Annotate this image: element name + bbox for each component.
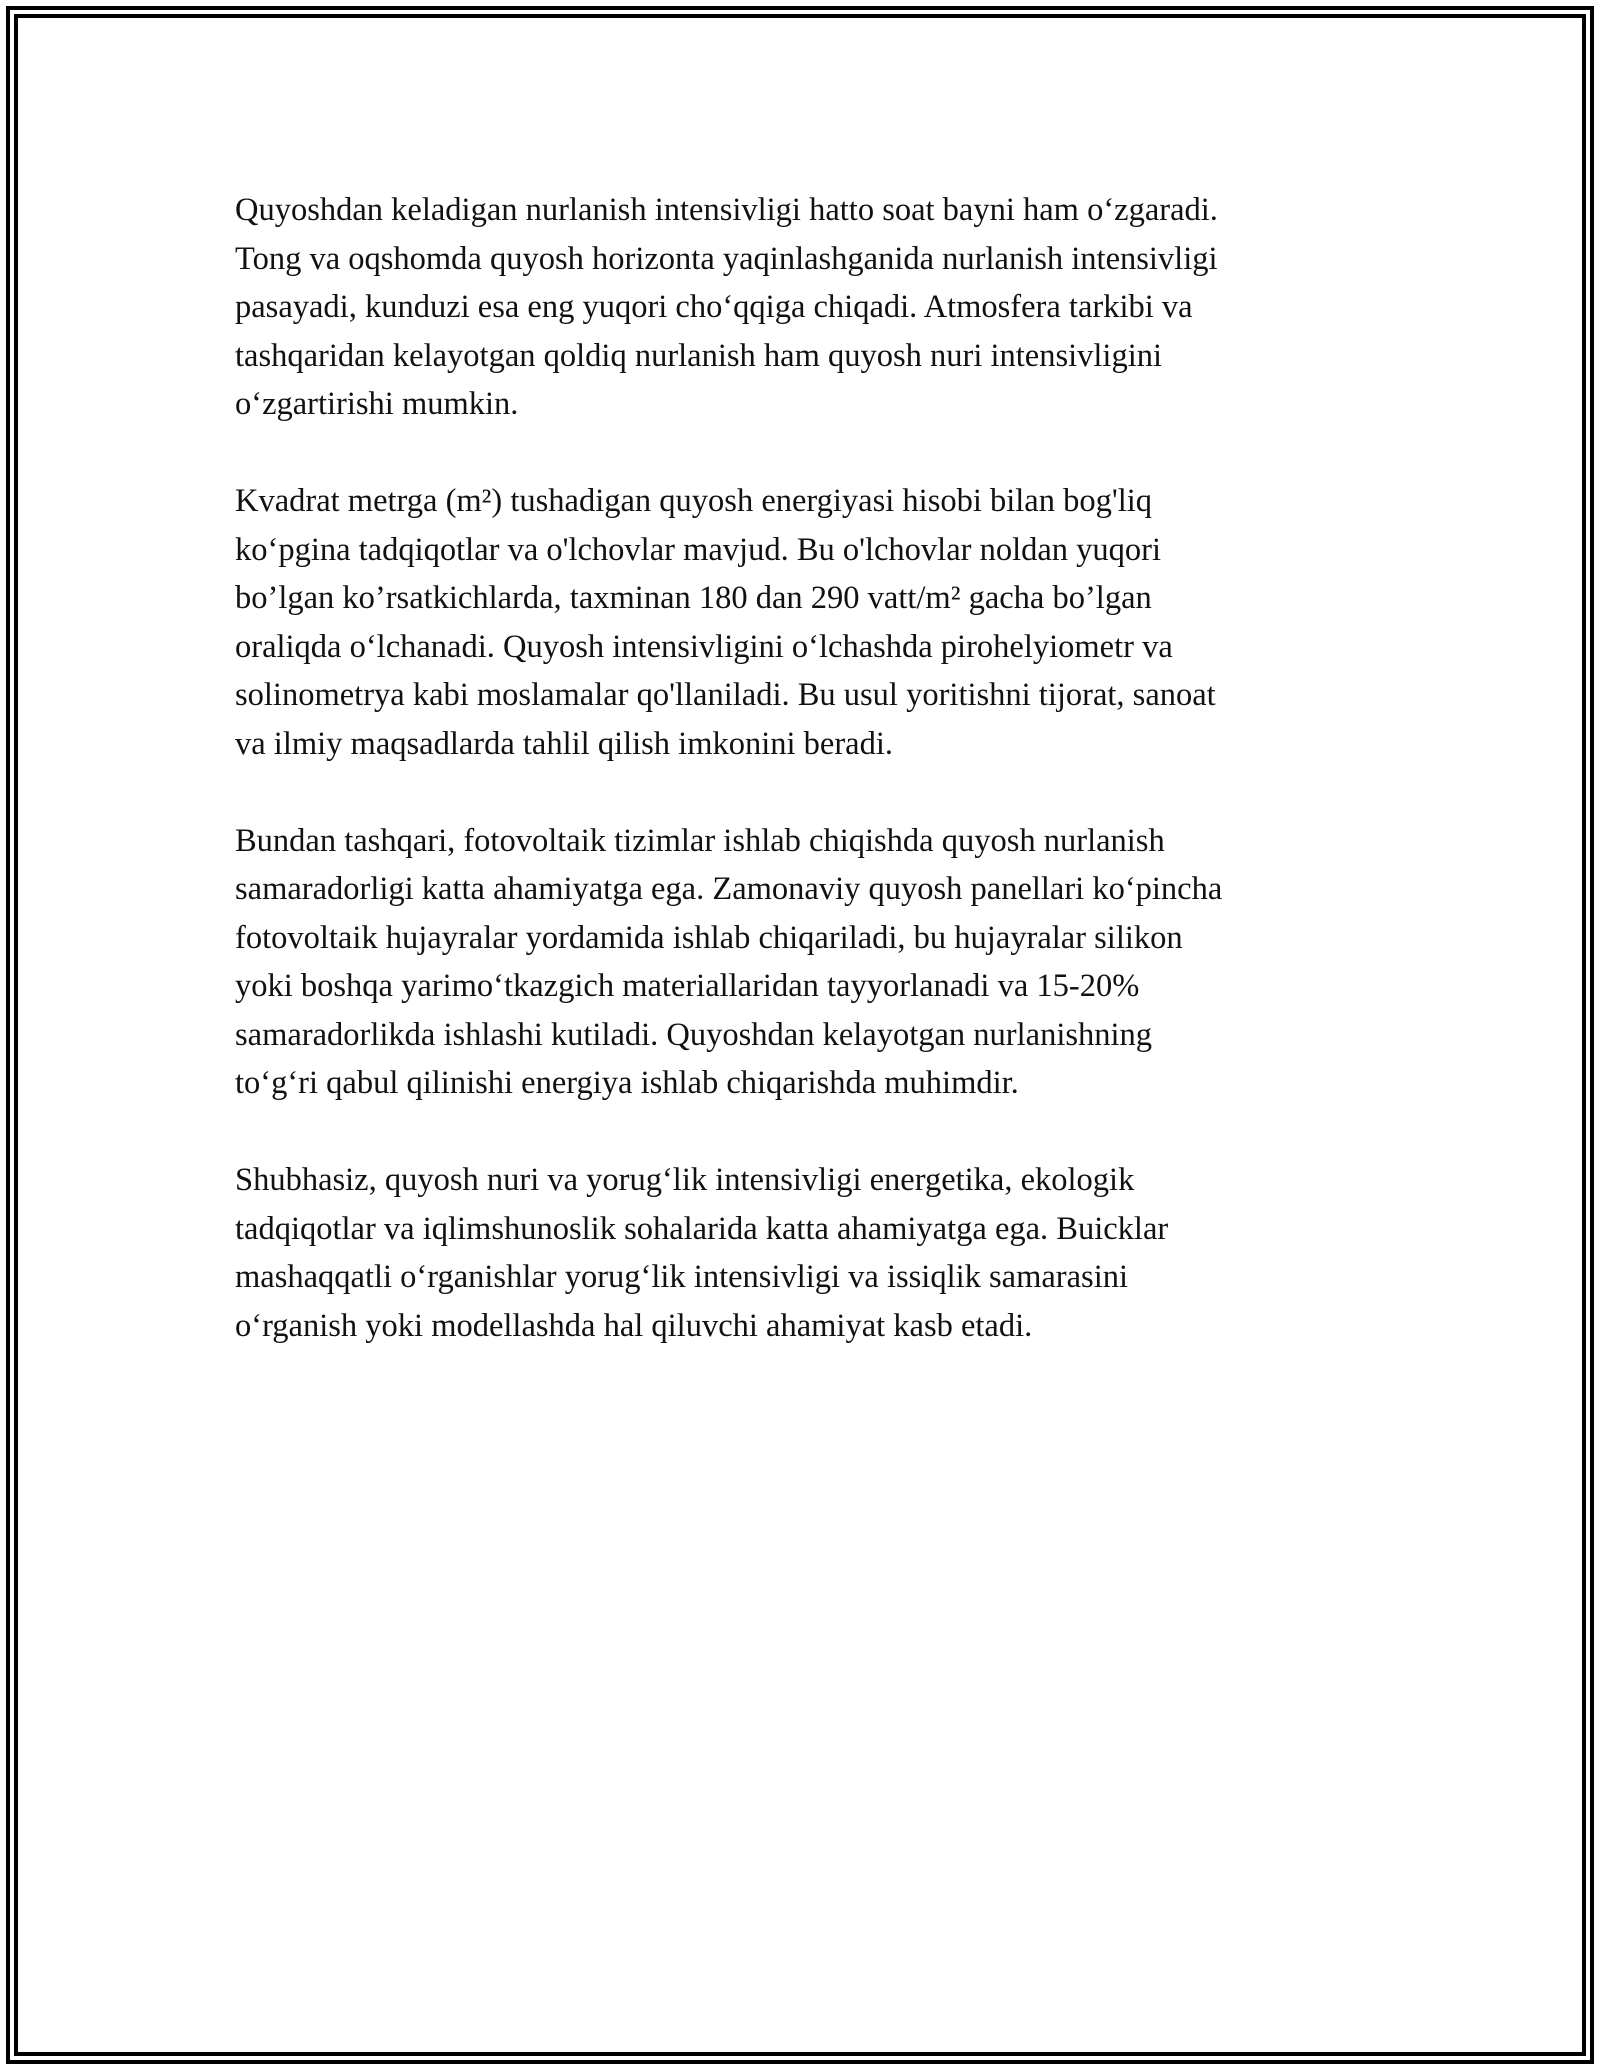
text-line: samaradorlikda ishlashi kutiladi. Quyoshdan kelayotgan nurlanishning: [235, 1016, 1153, 1053]
text-line: va ilmiy maqsadlarda tahlil qilish imkonini beradi.: [235, 725, 893, 762]
text-line: tashqaridan kelayotgan qoldiq nurlanish ham quyosh nuri intensivligini: [235, 337, 1163, 374]
text-line: o‘rganish yoki modellashda hal qiluvchi ahamiyat kasb etadi.: [235, 1307, 1033, 1344]
text-line: to‘g‘ri qabul qilinishi energiya ishlab chiqarishda muhimdir.: [235, 1065, 1019, 1101]
paragraph-4: [235, 1156, 1365, 1350]
text-line: mashaqqatli o‘rganishlar yorug‘lik intensivligi va issiqlik samarasini: [235, 1259, 1129, 1295]
text-line: Tong va oqshomda quyosh horizonta yaqinlashganida nurlanish intensivligi: [235, 240, 1218, 277]
paragraph-3: [235, 817, 1365, 1108]
text-line: pasayadi, kunduzi esa eng yuqori cho‘qqiga chiqadi. Atmosfera tarkibi va: [235, 289, 1193, 325]
document-body: [235, 186, 1365, 1399]
text-line: Kvadrat metrga (m²) tushadigan quyosh energiyasi hisobi bilan bog'liq: [235, 483, 1153, 519]
text-line: samaradorligi katta ahamiyatga ega. Zamonaviy quyosh panellari ko‘pincha: [235, 871, 1223, 907]
text-line: solinometrya kabi moslamalar qo'llaniladi. Bu usul yoritishni tijorat, sanoat: [235, 677, 1216, 713]
text-line: fotovoltaik hujayralar yordamida ishlab chiqariladi, bu hujayralar silikon: [235, 919, 1183, 956]
paragraph-2: [235, 477, 1365, 768]
text-line: Bundan tashqari, fotovoltaik tizimlar ishlab chiqishda quyosh nurlanish: [235, 822, 1165, 859]
text-line: Shubhasiz, quyosh nuri va yorug‘lik intensivligi energetika, ekologik: [235, 1162, 1135, 1198]
text-line: Quyoshdan keladigan nurlanish intensivligi hatto soat bayni ham o‘zgaradi.: [235, 192, 1218, 228]
paragraph-1: [235, 186, 1365, 429]
text-line: oraliqda o‘lchanadi. Quyosh intensivligini o‘lchashda pirohelyiometr va: [235, 628, 1173, 665]
text-line: ko‘pgina tadqiqotlar va o'lchovlar mavjud. Bu o'lchovlar noldan yuqori: [235, 531, 1162, 568]
text-line: tadqiqotlar va iqlimshunoslik sohalarida katta ahamiyatga ega. Buicklar: [235, 1210, 1169, 1247]
text-line: yoki boshqa yarimo‘tkazgich materiallaridan tayyorlanadi va 15-20%: [235, 968, 1140, 1004]
text-line: o‘zgartirishi mumkin.: [235, 386, 519, 422]
text-line: bo’lgan ko’rsatkichlarda, taxminan 180 dan 290 vatt/m² gacha bo’lgan: [235, 580, 1152, 616]
